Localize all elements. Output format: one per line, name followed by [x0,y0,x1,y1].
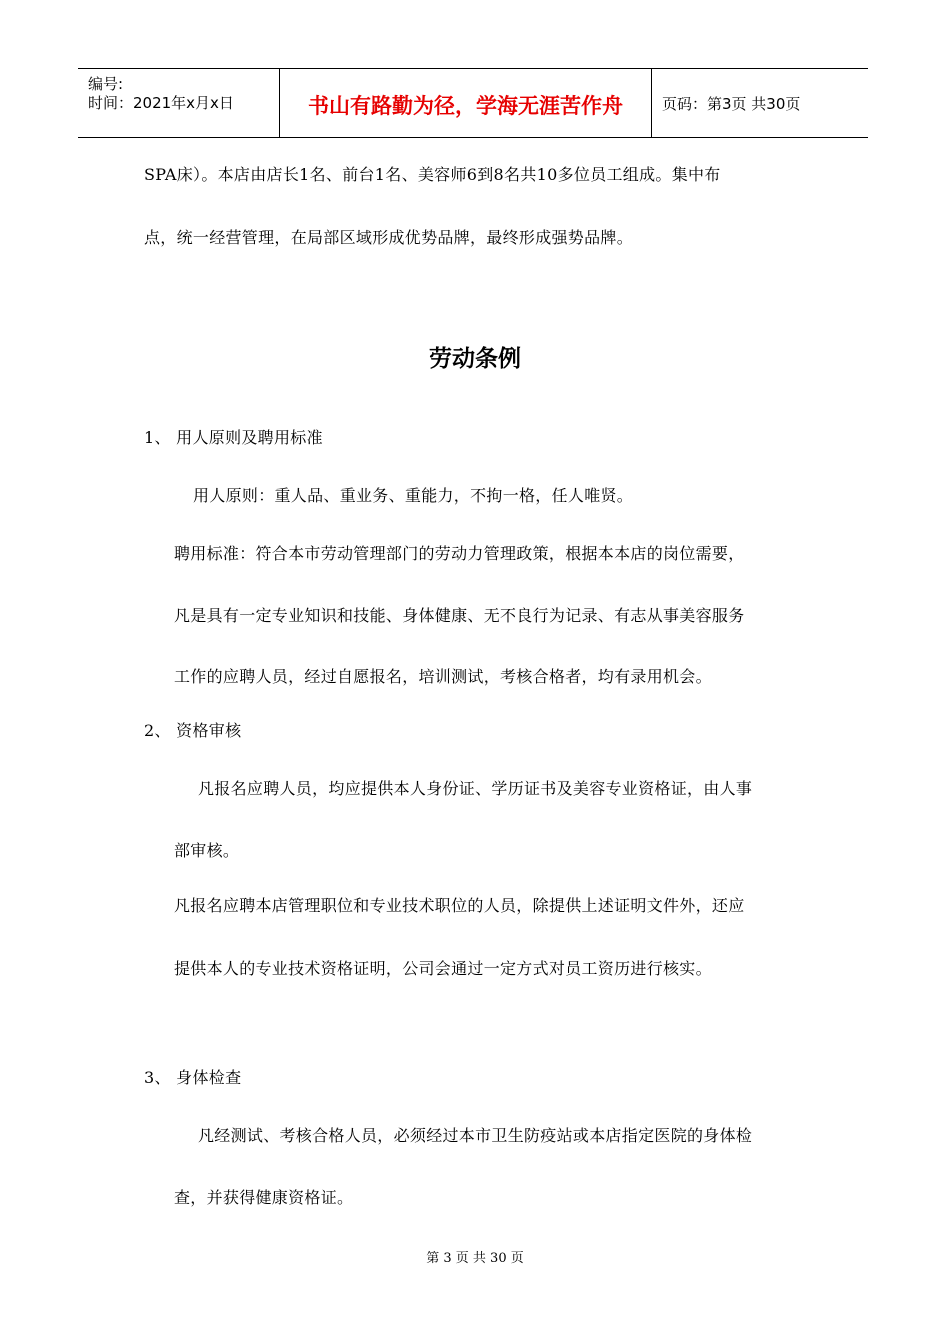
item1-standard-line-2: 凡是具有一定专业知识和技能、身体健康、无不良行为记录、有志从事美容服务 [174,606,745,625]
page-footer: 第 3 页 共 30 页 [426,1251,524,1266]
header-page-cell [652,69,868,137]
intro-line-1: SPA床）。本店由店长1名、前台1名、美容师6到8名共10多位员工组成。集中布 [144,165,721,184]
header-meta-cell [78,69,280,137]
header-page-code: 页码：第3页 共30页 [662,95,801,113]
item2-heading: 2、 资格审核 [144,721,242,740]
item2-para2-line-2: 提供本人的专业技术资格证明，公司会通过一定方式对员工资历进行核实。 [174,959,712,978]
item3-heading: 3、 身体检查 [144,1068,242,1087]
item3-para-line-1: 凡经测试、考核合格人员，必须经过本市卫生防疫站或本店指定医院的身体检 [198,1126,753,1145]
item2-para2-line-1: 凡报名应聘本店管理职位和专业技术职位的人员，除提供上述证明文件外，还应 [174,896,745,915]
page-header [78,68,868,138]
item1-heading: 1、 用人原则及聘用标准 [144,428,323,447]
item1-standard-line-3: 工作的应聘人员，经过自愿报名，培训测试，考核合格者，均有录用机会。 [174,667,712,686]
header-motto: 书山有路勤为径，学海无涯苦作舟 [308,94,623,118]
document-date-label: 时间：2021年x月x日 [88,94,234,112]
intro-line-2: 点，统一经营管理，在局部区域形成优势品牌，最终形成强势品牌。 [144,228,634,247]
section-title: 劳动条例 [429,346,521,372]
document-number-label: 编号: [88,75,124,93]
item1-standard-line-1: 聘用标准：符合本市劳动管理部门的劳动力管理政策，根据本本店的岗位需要， [174,544,745,563]
item3-para-line-2: 查，并获得健康资格证。 [174,1188,354,1207]
item2-para1-line-1: 凡报名应聘人员，均应提供本人身份证、学历证书及美容专业资格证，由人事 [198,779,753,798]
header-motto-cell [280,69,652,137]
item2-para1-line-2: 部审核。 [174,841,240,860]
item1-principle: 用人原则：重人品、重业务、重能力，不拘一格，任人唯贤。 [193,486,634,505]
